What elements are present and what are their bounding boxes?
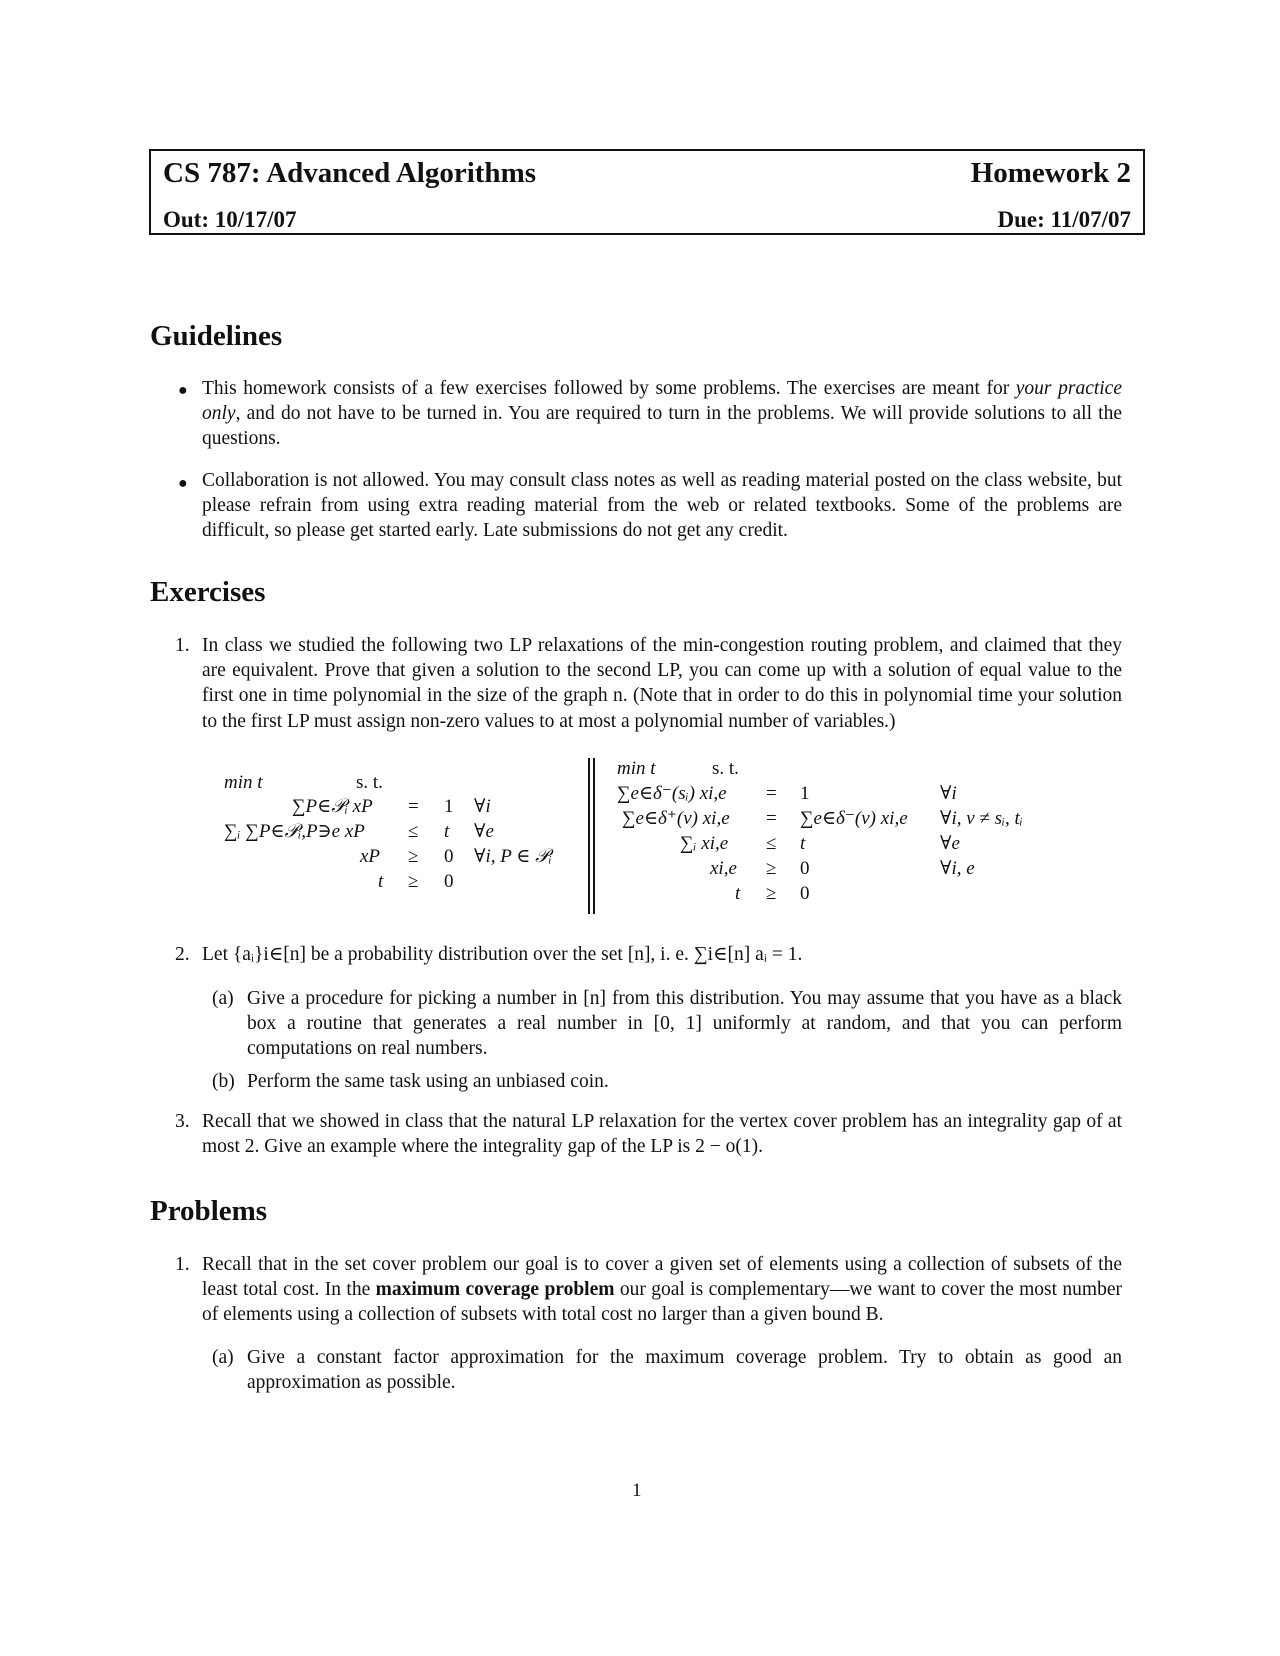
- lp-2-row-4-quantifier: ∀i, e: [940, 858, 975, 879]
- lp-1-row-2-quantifier: ∀e: [474, 821, 494, 842]
- course-title: CS 787: Advanced Algorithms: [163, 157, 537, 189]
- lp-1-row-2-lhs: ∑ᵢ ∑P∈𝒫ᵢ,P∋e xP: [224, 821, 365, 842]
- lp-1-row-3-quantifier: ∀i, P ∈ 𝒫ᵢ: [474, 846, 552, 867]
- lp-divider-left: [588, 758, 590, 914]
- lp-2-row-3-rel: ≤: [766, 833, 777, 854]
- guideline-2: Collaboration is not allowed. You may consult class notes as well as reading material posted on the class website, but please refrain from using extra reading material from the web or related textbooks. Some of the problems are difficult, so please get started early. Late submissions do not get any credit.: [202, 470, 1122, 542]
- lp-2-row-4-rel: ≥: [766, 858, 777, 879]
- problem-1a-text: Give a constant factor approximation for the maximum coverage problem. Try to obtain as good an approximation as possible.: [247, 1347, 1122, 1394]
- lp-2-row-1-rel: =: [766, 783, 777, 804]
- problem-1-text-a: Recall that in the set cover problem our goal is to cover a given set of elements using a collection of subsets of the least total cost. In the: [202, 1254, 1122, 1301]
- lp-2-row-1-quantifier: ∀i: [940, 783, 957, 804]
- exercise-2b-text: Perform the same task using an unbiased coin.: [247, 1071, 609, 1092]
- exercise-2-text: Let {aᵢ}i∈[n] be a probability distribution over the set [n], i. e. ∑i∈[n] aᵢ = 1.: [202, 944, 803, 965]
- lp-1-row-2-rel: ≤: [408, 821, 419, 842]
- lp-1-row-1-rel: =: [408, 796, 419, 817]
- lp-2-row-3-rhs: t: [800, 833, 806, 854]
- lp-1-st: s. t.: [356, 772, 383, 793]
- lp-2-objective: min t: [617, 758, 656, 779]
- lp-1-row-2-rhs: t: [444, 821, 450, 842]
- problem-1-text-b: our goal is complementary—we want to cover the most number of elements using a collection of subsets with total cost no larger than a given bound B.: [202, 1279, 1122, 1326]
- lp-1-row-1-lhs: ∑P∈𝒫ᵢ xP: [292, 796, 373, 817]
- lp-2-row-3-lhs: ∑ᵢ xi,e: [680, 833, 729, 854]
- out-date: Out: 10/17/07: [163, 207, 297, 232]
- problem-1-number: 1.: [175, 1254, 190, 1275]
- lp-1-row-3-rhs: 0: [444, 846, 454, 867]
- section-title-guidelines: Guidelines: [150, 320, 283, 352]
- exercise-2-number: 2.: [175, 944, 190, 965]
- lp-2-row-5-rhs: 0: [800, 883, 810, 904]
- lp-1-row-1-quantifier: ∀i: [474, 796, 491, 817]
- bullet-mark: ●: [178, 475, 188, 492]
- exercise-1-text: In class we studied the following two LP relaxations of the min-congestion routing problem, and claimed that they are equivalent. Prove that given a solution to the second LP, you can come up with a solution of equal value to the first one in time polynomial in the size of the graph n. (Note that in order to do this in polynomial time your solution to the first LP must assign non-zero values to at most a polynomial number of variables.): [202, 635, 1122, 732]
- lp-1-row-4-rhs: 0: [444, 871, 454, 892]
- lp-2-row-4-lhs: xi,e: [710, 858, 737, 879]
- exercise-2a-text: Give a procedure for picking a number in [n] from this distribution. You may assume that you have as a black box a routine that generates a real number in [0, 1] uniformly at random, and that you can perform computations on real numbers.: [247, 988, 1122, 1060]
- exercise-3-number: 3.: [175, 1111, 190, 1132]
- lp-divider-right: [593, 758, 595, 914]
- lp-1-row-3-rel: ≥: [408, 846, 419, 867]
- lp-2-row-2-rhs: ∑e∈δ⁻(v) xi,e: [800, 808, 908, 829]
- exercise-2b-label: (b): [212, 1071, 235, 1092]
- guideline-1-text-b: , and do not have to be turned in. You are required to turn in the problems. We will provide solutions to all the questions.: [202, 403, 1122, 450]
- lp-1-row-4-rel: ≥: [408, 871, 419, 892]
- lp-1-row-3-lhs: xP: [360, 846, 381, 867]
- header-box: [149, 149, 1145, 235]
- page-number: 1: [632, 1480, 642, 1501]
- lp-1-objective: min t: [224, 772, 263, 793]
- lp-2-row-1-rhs: 1: [800, 783, 810, 804]
- lp-2-row-2-lhs: ∑e∈δ⁺(v) xi,e: [622, 808, 730, 829]
- due-date: Due: 11/07/07: [997, 207, 1131, 232]
- guideline-1-emphasis: your practice only: [202, 378, 1122, 425]
- lp-2-row-2-quantifier: ∀i, v ≠ sᵢ, tᵢ: [940, 808, 1023, 829]
- exercise-2a-label: (a): [212, 988, 234, 1009]
- lp-2-row-2-rel: =: [766, 808, 777, 829]
- lp-1-row-4-lhs: t: [378, 871, 384, 892]
- problem-1-text: [202, 1252, 1122, 1328]
- guideline-1-text-a: This homework consists of a few exercises followed by some problems. The exercises are meant for: [202, 378, 1016, 399]
- problem-1-term: maximum coverage problem: [375, 1279, 615, 1301]
- bullet-mark: ●: [178, 382, 188, 399]
- assignment-title: Homework 2: [970, 157, 1131, 189]
- lp-2-row-5-lhs: t: [735, 883, 741, 904]
- exercise-1-number: 1.: [175, 635, 190, 656]
- lp-2-st: s. t.: [712, 758, 739, 779]
- section-title-exercises: Exercises: [150, 576, 266, 608]
- exercise-3-text: Recall that we showed in class that the natural LP relaxation for the vertex cover problem has an integrality gap of at most 2. Give an example where the integrality gap of the LP is 2 − o(1).: [202, 1111, 1122, 1158]
- lp-2-row-4-rhs: 0: [800, 858, 810, 879]
- lp-1-row-1-rhs: 1: [444, 796, 454, 817]
- section-title-problems: Problems: [150, 1195, 268, 1227]
- guideline-1: [202, 376, 1122, 452]
- lp-2-row-1-lhs: ∑e∈δ⁻(sᵢ) xi,e: [617, 783, 727, 804]
- lp-2-row-3-quantifier: ∀e: [940, 833, 960, 854]
- lp-2-row-5-rel: ≥: [766, 883, 777, 904]
- problem-1a-label: (a): [212, 1347, 234, 1368]
